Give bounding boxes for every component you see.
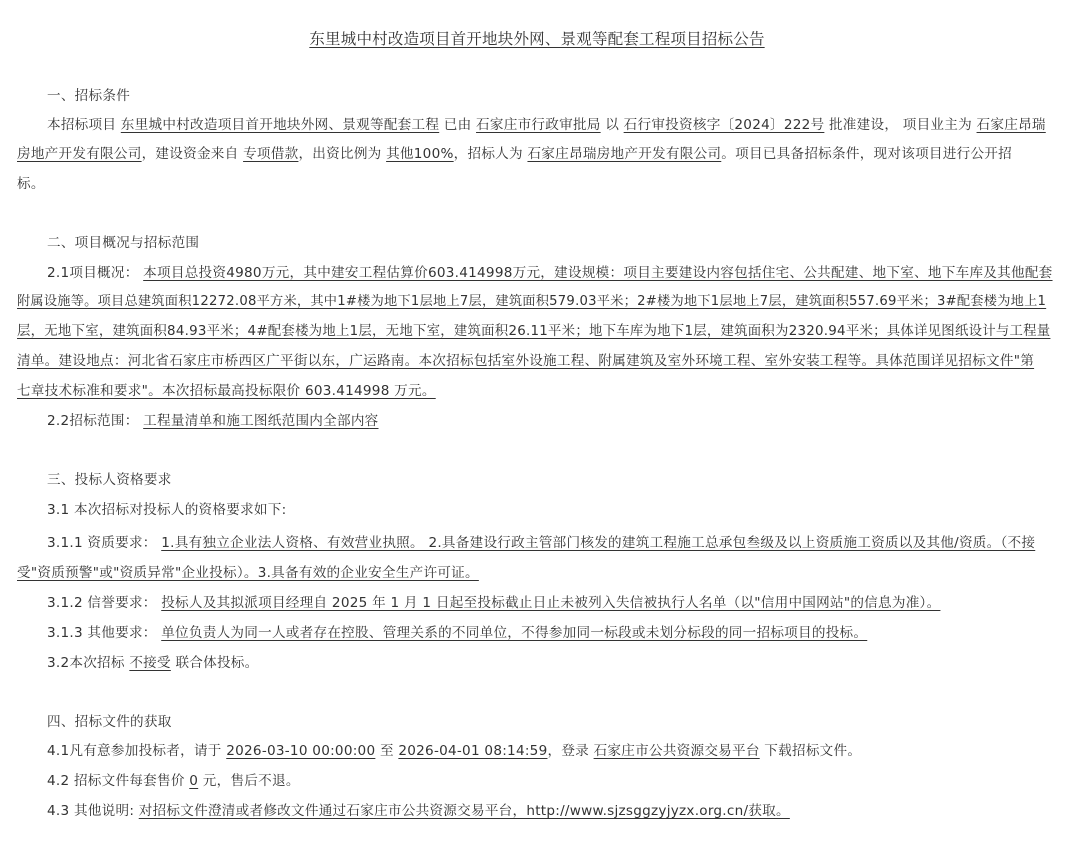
overview-line-1: 2.1项目概况： 本项目总投资4980万元，其中建安工程估算价603.414998万元，建设规模：项目主要建设内容包括住宅、公共配建、地下室、地下车库及其他配套 (47, 265, 1053, 281)
fund-source: 专项借款 (243, 146, 299, 162)
trading-platform: 石家庄市公共资源交易平台 (593, 743, 760, 759)
qualification-intro: 3.1 本次招标对投标人的资格要求如下: (47, 502, 287, 518)
tenderer: 石家庄昂瑞房地产开发有限公司 (527, 146, 722, 162)
other-requirement: 3.1.3 其他要求： 单位负责人为同一人或者存在控股、管理关系的不同单位，不得参加同一标段或未划分标段的同一招标项目的投标。 (47, 625, 868, 641)
document-price: 4.2 招标文件每套售价 0 元，售后不退。 (47, 773, 300, 789)
tender-scope-value: 工程量清单和施工图纸范围内全部内容 (143, 413, 379, 429)
project-owner-part2: 房地产开发有限公司 (17, 146, 142, 162)
credit-requirement-value: 投标人及其拟派项目经理自 2025 年 1 月 1 日起至投标截止日止未被列入失信被执行人名单（以"信用中国网站"的信息为准）。 (161, 595, 941, 611)
tender-conditions-line-2: 房地产开发有限公司，建设资金来自 专项借款，出资比例为 其他100%，招标人为 石家庄昂瑞房地产开发有限公司。项目已具备招标条件，现对该项目进行公开招 (17, 146, 1012, 162)
project-owner-part1: 石家庄昂瑞 (976, 117, 1046, 133)
section-heading-bidder-qualification: 三、投标人资格要求 (47, 472, 172, 488)
tender-conditions-line-3: 标。 (17, 176, 45, 192)
fund-ratio: 其他100% (386, 146, 454, 162)
price-value: 0 (189, 773, 199, 789)
qualification-requirement-line-1: 3.1.1 资质要求： 1.具有独立企业法人资格、有效营业执照。 2.具备建设行政主管部门核发的建筑工程施工总承包叁级及以上资质施工资质以及其他/资质。（不接 (47, 535, 1036, 551)
consortium-rule: 3.2本次招标 不接受 联合体投标。 (47, 655, 259, 671)
page-title: 东里城中村改造项目首开地块外网、景观等配套工程项目招标公告 (309, 30, 765, 48)
credit-requirement: 3.1.2 信誉要求： 投标人及其拟派项目经理自 2025 年 1 月 1 日起至投标截止日止未被列入失信被执行人名单（以"信用中国网站"的信息为准）。 (47, 595, 941, 611)
section-heading-tender-conditions: 一、招标条件 (47, 88, 131, 104)
end-time: 2026-04-01 08:14:59 (398, 743, 548, 759)
overview-line-4: 清单。建设地点：河北省石家庄市桥西区广平街以东，广运路南。本次招标包括室外设施工程、附属建筑及室外环境工程、室外安装工程等。具体范围详见招标文件"第 (17, 353, 1035, 369)
acquisition-period: 4.1凡有意参加投标者，请于 2026-03-10 00:00:00 至 2026-04-01 08:14:59，登录 石家庄市公共资源交易平台 下载招标文件。 (47, 743, 862, 759)
overview-line-2: 附属设施等。项目总建筑面积12272.08平方米，其中1#楼为地下1层地上7层，建筑面积579.03平米；2#楼为地下1层地上7层，建筑面积557.69平米；3#配套楼为地上1 (17, 294, 1047, 309)
start-time: 2026-03-10 00:00:00 (226, 743, 376, 759)
consortium-value: 不接受 (129, 655, 171, 671)
qualification-requirement-line-2: 受"资质预警"或"资质异常"企业投标）。3.具备有效的企业安全生产许可证。 (17, 565, 479, 581)
section-heading-document-acquisition: 四、招标文件的获取 (47, 714, 172, 730)
project-name: 东里城中村改造项目首开地块外网、景观等配套工程 (120, 117, 440, 133)
approval-authority: 石家庄市行政审批局 (476, 117, 601, 133)
tender-conditions-line-1: 本招标项目 东里城中村改造项目首开地块外网、景观等配套工程 已由 石家庄市行政审批局 以 石行审投资核字〔2024〕222号 批准建设， 项目业主为 石家庄昂瑞 (47, 117, 1046, 133)
other-requirement-value: 单位负责人为同一人或者存在控股、管理关系的不同单位，不得参加同一标段或未划分标段的同一招标项目的投标。 (161, 625, 868, 641)
section-heading-project-overview: 二、项目概况与招标范围 (47, 235, 200, 251)
overview-line-3: 层，无地下室，建筑面积84.93平米；4#配套楼为地上1层，无地下室，建筑面积26.11平米；地下车库为地下1层，建筑面积为2320.94平米；具体详见图纸设计与工程量 (17, 324, 1051, 339)
tender-scope: 2.2招标范围： 工程量清单和施工图纸范围内全部内容 (47, 413, 379, 429)
other-notes-value: 对招标文件澄清或者修改文件通过石家庄市公共资源交易平台，http://www.sjzsggzyjyzx.org.cn/获取。 (138, 803, 790, 819)
approval-number: 石行审投资核字〔2024〕222号 (623, 117, 825, 133)
other-notes: 4.3 其他说明: 对招标文件澄清或者修改文件通过石家庄市公共资源交易平台，http://www.sjzsggzyjyzx.org.cn/获取。 (47, 803, 790, 819)
overview-line-5: 七章技术标准和要求"。本次招标最高投标限价 603.414998 万元。 (17, 383, 436, 399)
